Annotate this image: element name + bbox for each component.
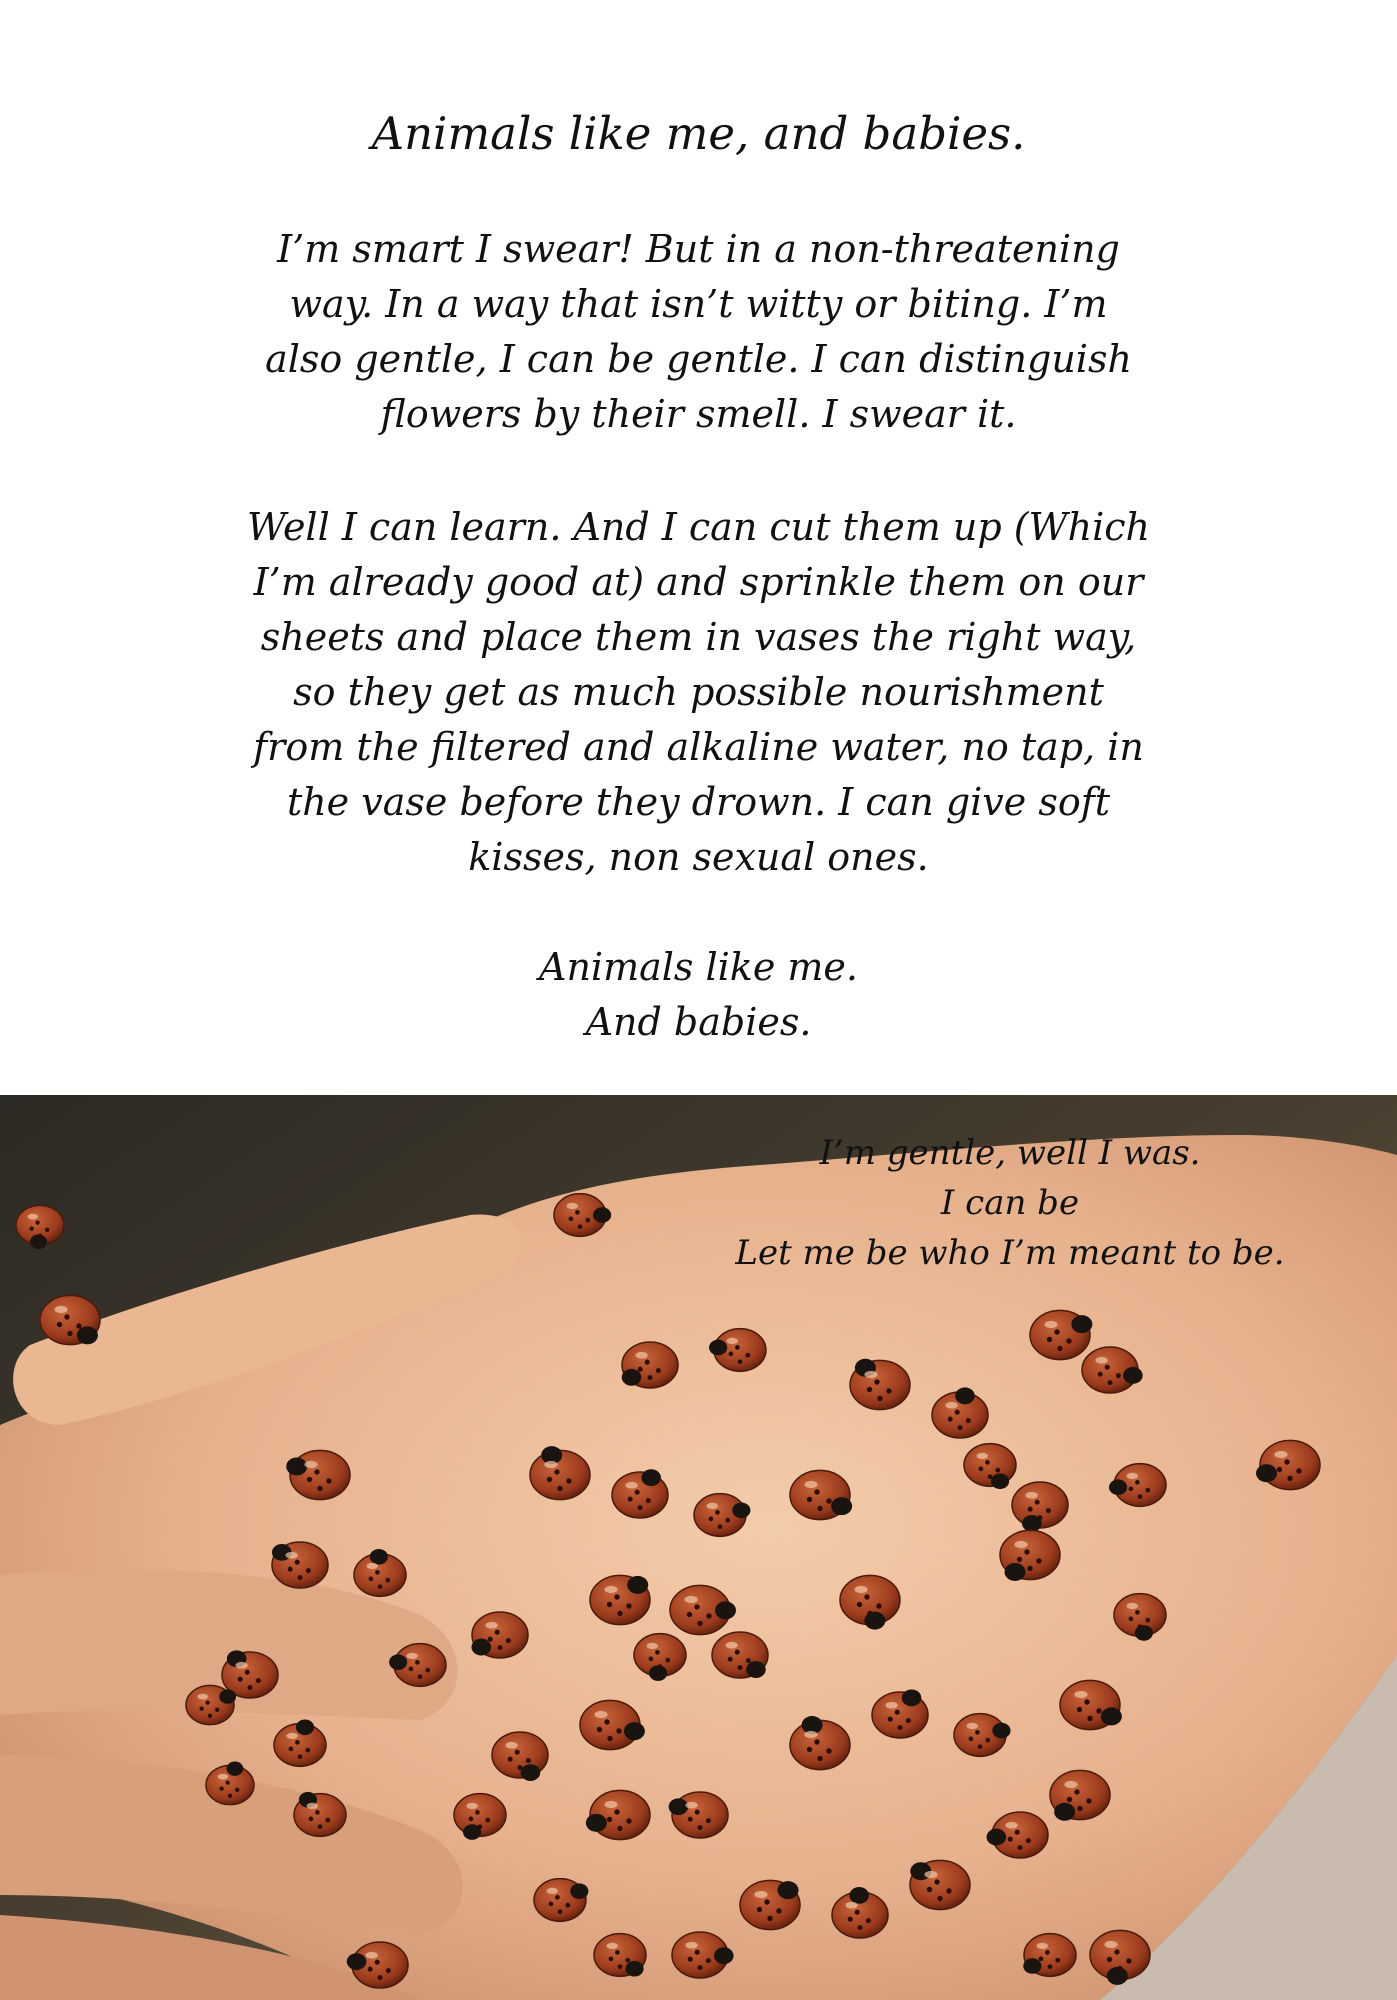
ladybug	[594, 1934, 646, 1977]
ladybug	[1000, 1530, 1060, 1581]
caption-line: Let me be who I’m meant to be.	[735, 1233, 1285, 1273]
stanza-line: Well I can learn. And I can cut them up (Which	[246, 505, 1150, 549]
caption-line: I can be	[940, 1183, 1080, 1223]
stanza-line: so they get as much possible nourishment	[293, 670, 1104, 714]
ladybug	[622, 1342, 678, 1388]
stanza-line: I’m smart I swear! But in a non-threatening	[277, 227, 1120, 271]
stanza-line: flowers by their smell. I swear it.	[380, 392, 1017, 436]
stanza-line: kisses, non sexual ones.	[468, 835, 929, 879]
stanza-line: from the filtered and alkaline water, no tap, in	[253, 725, 1144, 769]
poem-title: Animals like me, and babies.	[371, 107, 1026, 160]
stanza-2	[0, 500, 1397, 885]
ladybug	[40, 1295, 100, 1344]
photo-caption	[660, 1128, 1360, 1278]
stanza-line: Animals like me.	[539, 945, 858, 989]
ladybug	[471, 1612, 528, 1658]
stanza-line: sheets and place them in vases the right way,	[260, 615, 1137, 659]
stanza-1	[0, 222, 1397, 442]
stanza-line: I’m already good at) and sprinkle them on our	[253, 560, 1144, 604]
stanza-line: also gentle, I can be gentle. I can distinguish	[265, 337, 1132, 381]
ladybug	[740, 1880, 800, 1929]
ladybug	[712, 1632, 768, 1678]
caption-line: I’m gentle, well I was.	[819, 1133, 1201, 1173]
ladybug	[1023, 1934, 1076, 1977]
stanza-3	[0, 940, 1397, 1050]
stanza-line: And babies.	[585, 1000, 812, 1044]
ladybug	[1050, 1770, 1110, 1820]
ladybug	[590, 1575, 650, 1624]
ladybug	[910, 1860, 970, 1909]
stanza-line: the vase before they drown. I can give soft	[286, 780, 1111, 824]
ladybug	[272, 1542, 328, 1588]
stanza-line: way. In a way that isn’t witty or biting. I’m	[289, 282, 1108, 326]
